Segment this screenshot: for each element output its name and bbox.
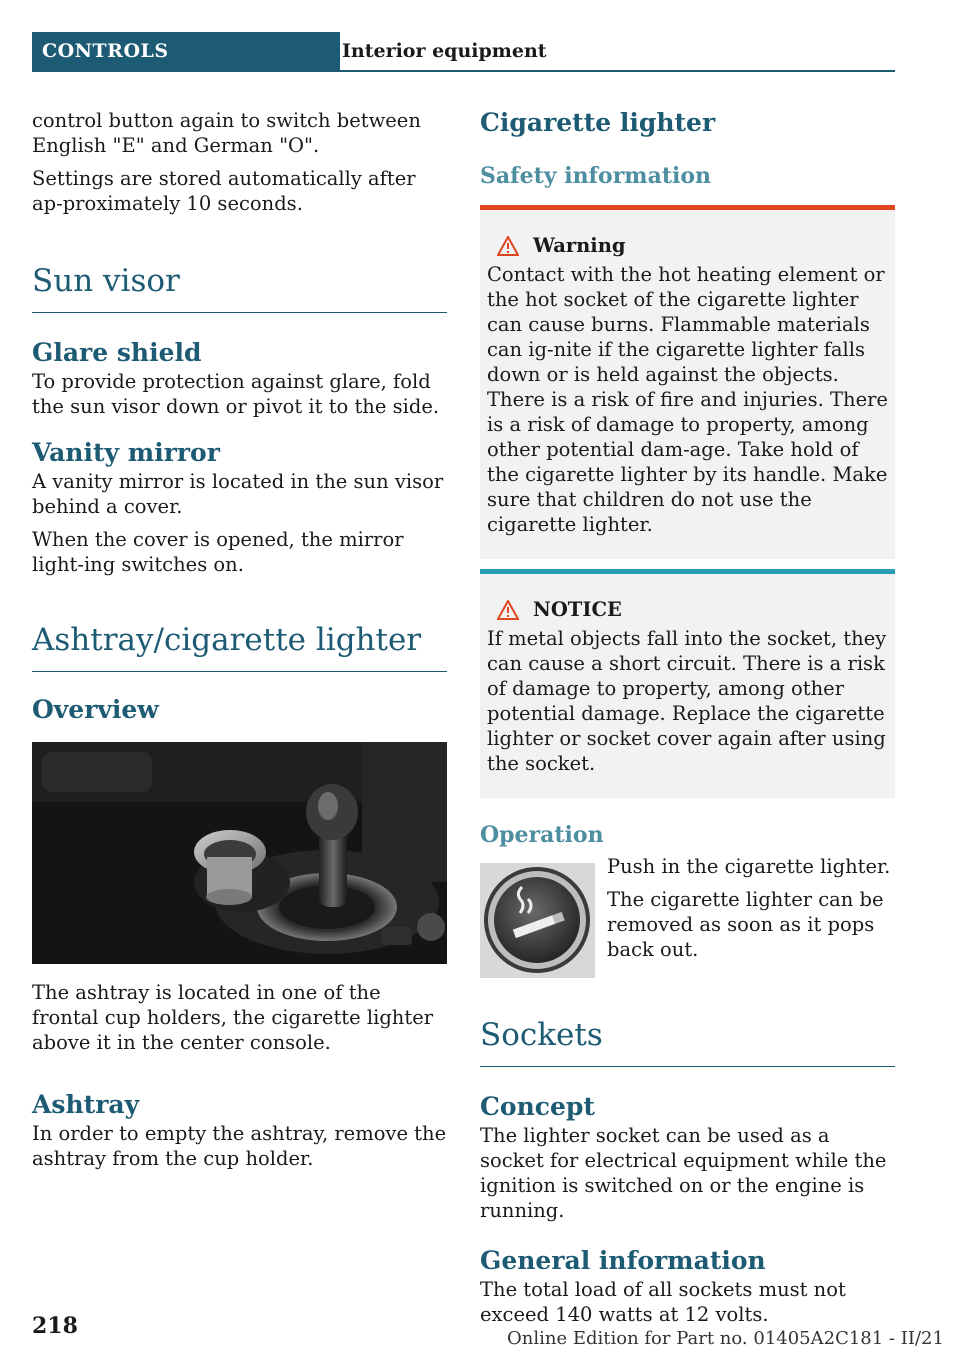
warning-triangle-icon xyxy=(497,236,519,256)
sun-visor-heading: Sun visor xyxy=(32,262,447,313)
concept-text: The lighter socket can be used as a socket for electrical equipment while the ignition is switched on or the engine is running. xyxy=(480,1124,887,1222)
operation-heading: Operation xyxy=(480,822,604,848)
cigarette-lighter-icon xyxy=(480,863,595,978)
glare-shield-text: To provide protection against glare, fold the sun visor down or pivot it to the side. xyxy=(32,370,440,418)
intro-paragraph-1: control button again to switch between English "E" and German "O". xyxy=(32,109,421,157)
concept-heading: Concept xyxy=(480,1092,595,1121)
cigarette-lighter-heading: Cigarette lighter xyxy=(480,108,716,137)
operation-text-2: The cigarette lighter can be removed as soon as it pops back out. xyxy=(607,888,884,961)
glare-shield-heading: Glare shield xyxy=(32,338,202,367)
vanity-mirror-heading: Vanity mirror xyxy=(32,438,220,467)
operation-text xyxy=(607,854,895,962)
general-info-heading: General information xyxy=(480,1246,766,1275)
warning-box-title xyxy=(487,232,888,260)
notice-box xyxy=(480,569,895,798)
ashtray-heading: Ashtray xyxy=(32,1090,140,1119)
header-section-label: CONTROLS xyxy=(32,32,340,70)
warning-box xyxy=(480,205,895,559)
notice-box-title xyxy=(487,596,888,624)
notice-text: If metal objects fall into the socket, they can cause a short circuit. There is a risk of damage to property, among other potential damage. Replace the cigarette lighter or socket cover again after using the socket. xyxy=(487,627,887,775)
notice-triangle-icon xyxy=(497,600,519,620)
right-column xyxy=(480,108,895,1327)
overview-heading: Overview xyxy=(32,695,159,724)
operation-text-1: Push in the cigarette lighter. xyxy=(607,855,891,878)
ashtray-text: In order to empty the ashtray, remove the ashtray from the cup holder. xyxy=(32,1122,447,1170)
left-column xyxy=(32,108,447,1171)
general-info-text: The total load of all sockets must not exceed 140 watts at 12 volts. xyxy=(480,1278,846,1326)
overview-text: The ashtray is located in one of the frontal cup holders, the cigarette lighter above it in the center console. xyxy=(32,981,434,1054)
notice-label: NOTICE xyxy=(533,598,622,621)
center-console-photo xyxy=(32,742,447,964)
operation-row xyxy=(480,854,895,970)
center-console-illustration xyxy=(32,742,447,964)
header-topic-label: Interior equipment xyxy=(342,40,547,62)
warning-text: Contact with the hot heating element or the hot socket of the cigarette lighter can cause burns. Flammable materials can ig-nite if the cigarette lighter falls down or is held against the objects. There is a risk of fire and injuries. There is a risk of damage to property, among other potential dam-age. Take hold of the cigarette lighter by its handle. Make sure that children do not use the cigarette lighter. xyxy=(487,263,888,536)
vanity-mirror-text-1: A vanity mirror is located in the sun visor behind a cover. xyxy=(32,470,444,518)
cigarette-lighter-button-image xyxy=(480,863,595,978)
ashtray-lighter-heading: Ashtray/cigarette lighter xyxy=(32,621,447,672)
safety-info-heading: Safety information xyxy=(480,163,712,189)
page-header xyxy=(32,32,895,70)
page-number: 218 xyxy=(32,1313,78,1339)
warning-label: Warning xyxy=(533,234,626,257)
sockets-heading: Sockets xyxy=(480,1016,895,1067)
vanity-mirror-text-2: When the cover is opened, the mirror light-ing switches on. xyxy=(32,528,404,576)
edition-footer: Online Edition for Part no. 01405A2C181 - II/21 xyxy=(507,1328,944,1349)
intro-paragraph-2: Settings are stored automatically after ap-proximately 10 seconds. xyxy=(32,167,416,215)
header-rule xyxy=(32,70,895,72)
